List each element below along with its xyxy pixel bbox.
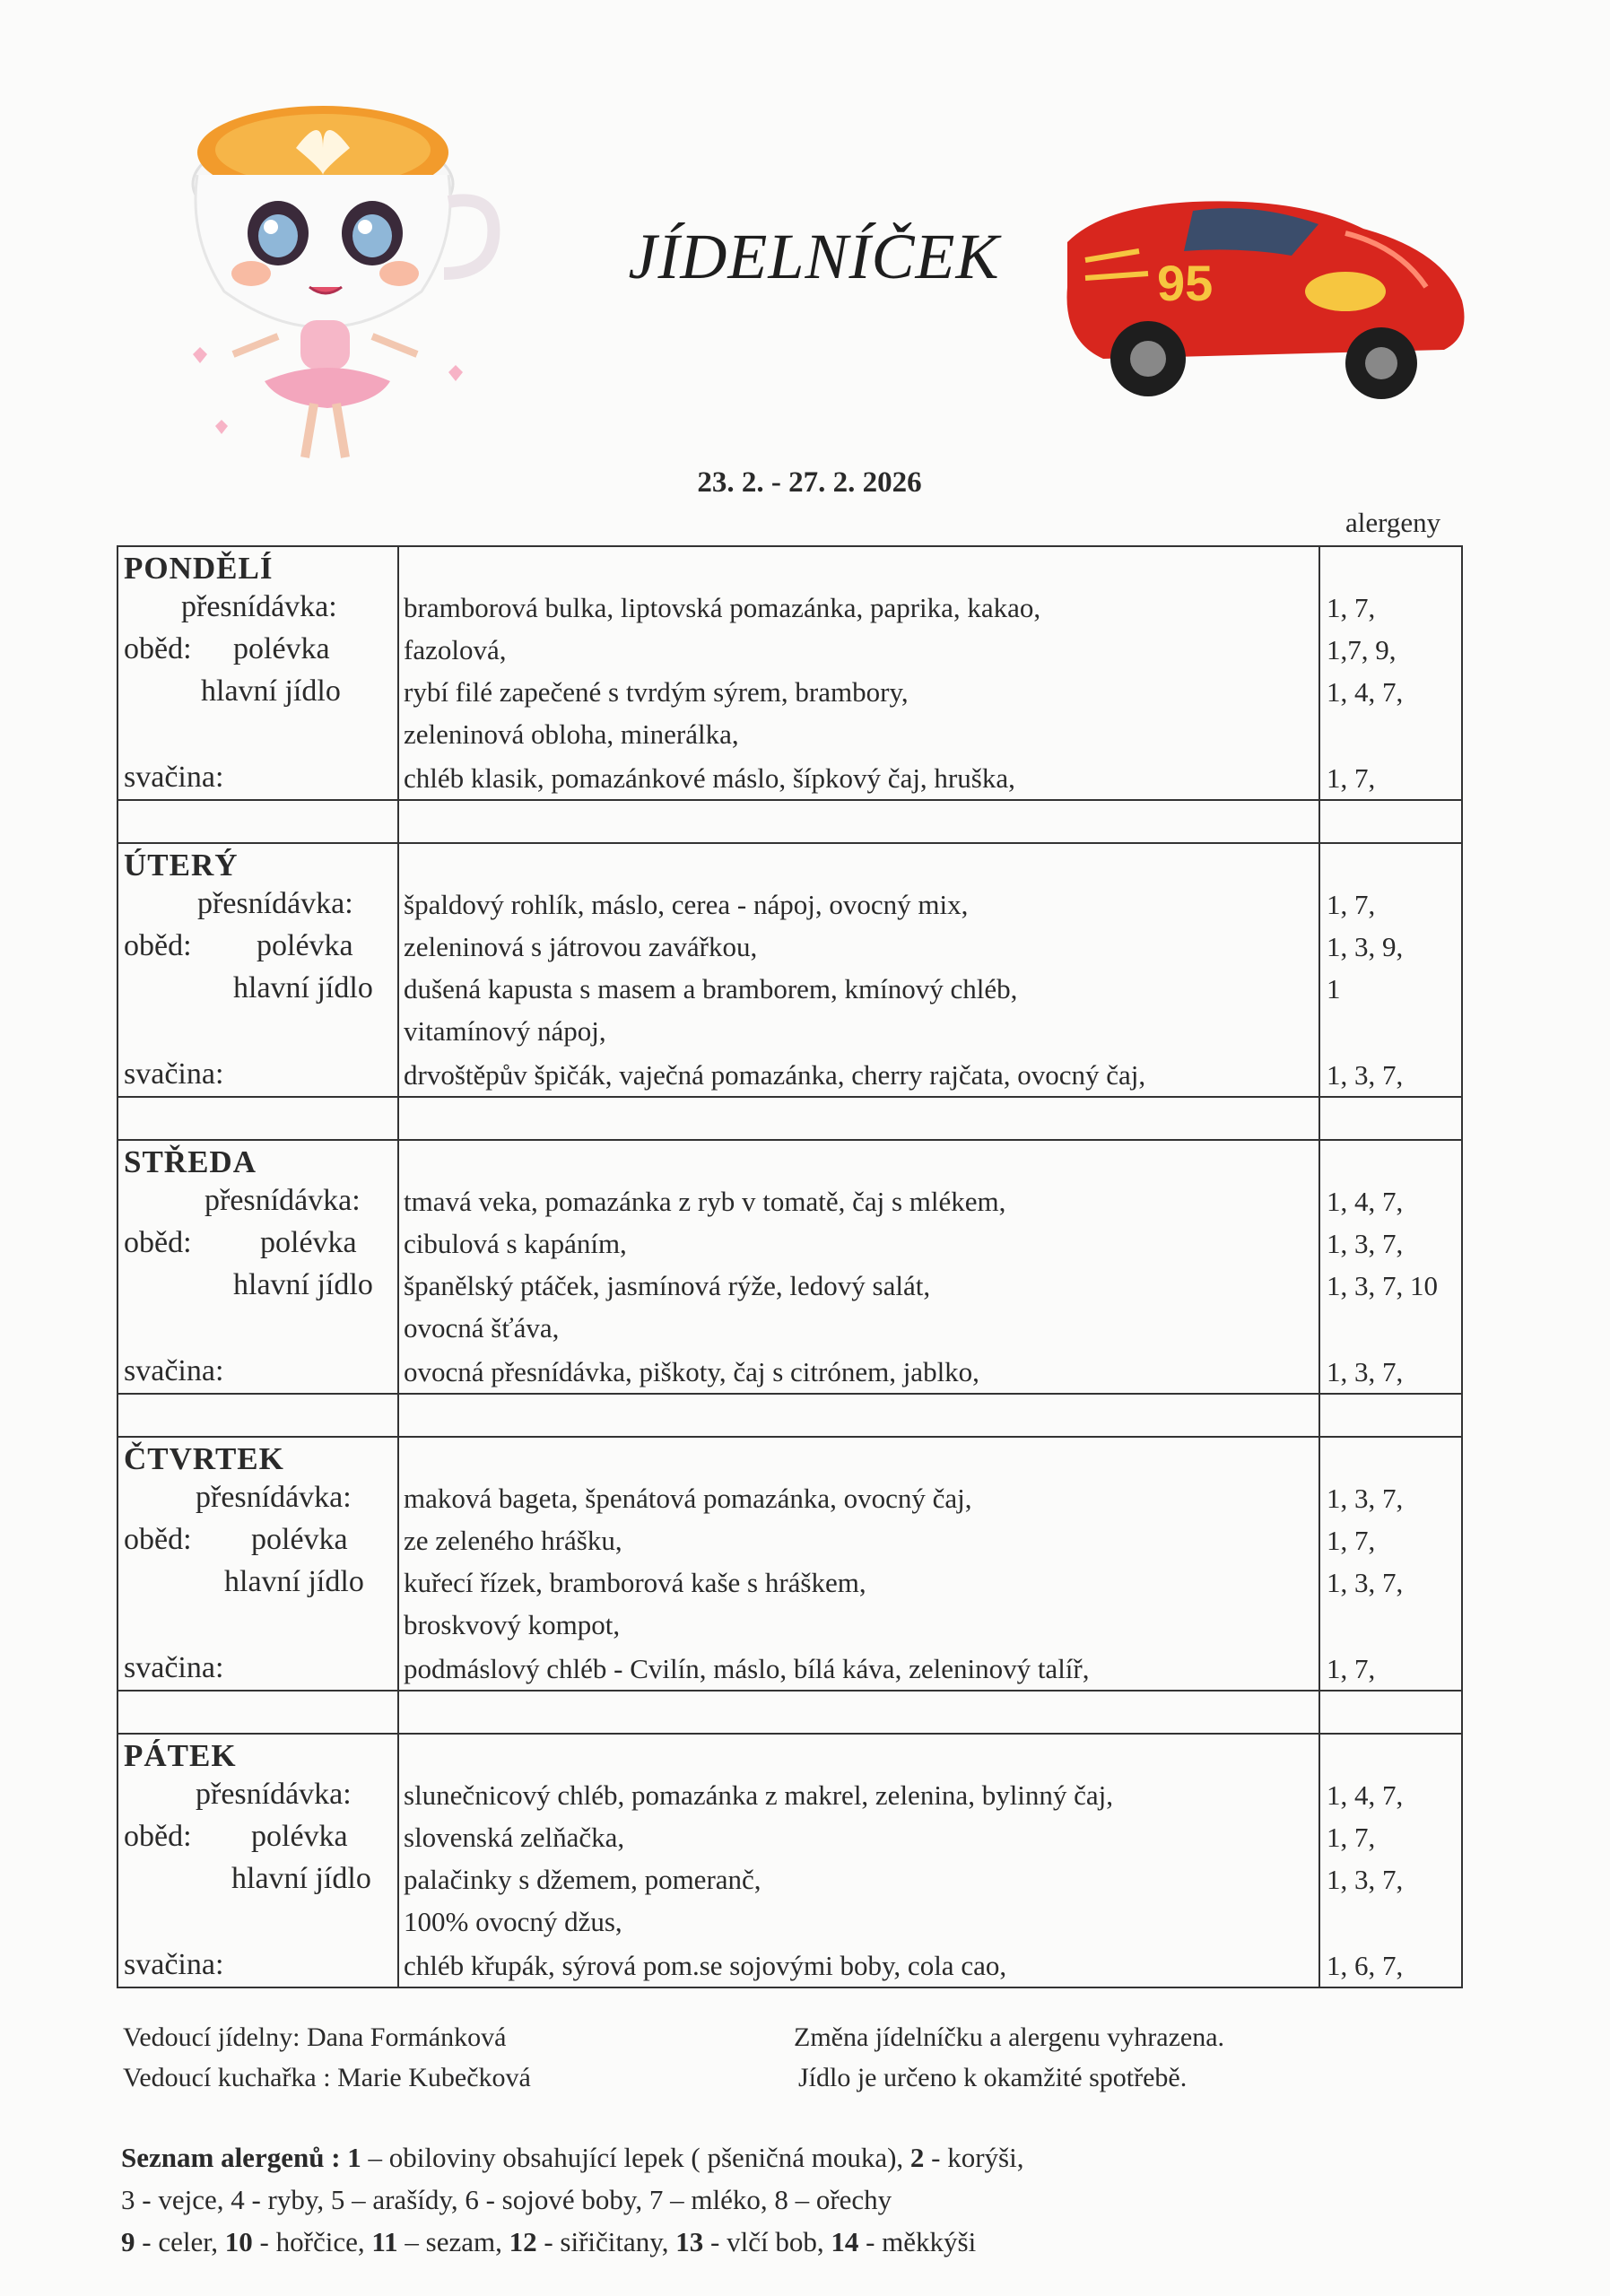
main-menu-extra: ovocná šťáva, [404, 1312, 560, 1344]
allergen-legend-line-1 [121, 2142, 1023, 2174]
day-name: PÁTEK [124, 1738, 237, 1773]
main-menu-extra: zeleninová obloha, minerálka, [404, 718, 739, 750]
spacer-row [117, 801, 1463, 842]
soup-label: polévka [233, 632, 330, 665]
day-name: PONDĚLÍ [124, 551, 274, 586]
allergens-main: 1, 4, 7, [1327, 676, 1404, 708]
snack-menu: tmavá veka, pomazánka z ryb v tomatě, čaj s mlékem, [404, 1186, 1006, 1217]
allergens-soup: 1, 3, 7, [1327, 1228, 1404, 1259]
allergens-afternoon: 1, 3, 7, [1327, 1356, 1404, 1387]
main-menu: rybí filé zapečené s tvrdým sýrem, brambory, [404, 676, 909, 708]
change-notice: Změna jídelníčku a alergenu vyhrazena. [794, 2022, 1225, 2052]
day-block-tuesday [117, 842, 1463, 1098]
consumption-notice: Jídlo je určeno k okamžité spotřebě. [798, 2063, 1188, 2092]
day-block-thursday [117, 1436, 1463, 1692]
legend-text: – obiloviny obsahující lepek ( pšeničná mouka), [361, 2142, 910, 2173]
day-block-monday [117, 545, 1463, 801]
snack-label: přesnídávka: [197, 887, 353, 920]
main-label: hlavní jídlo [233, 971, 373, 1004]
snack-label: přesnídávka: [196, 1481, 352, 1514]
legend-text: - hořčice, [252, 2226, 372, 2257]
legend-num: 1 [347, 2142, 361, 2173]
allergen-legend-line-3 [121, 2226, 976, 2258]
afternoon-label: svačina: [124, 761, 224, 794]
svg-text:95: 95 [1157, 255, 1214, 311]
soup-menu: fazolová, [404, 634, 507, 665]
lunch-label: oběd: [124, 1523, 192, 1556]
legend-num: 11 [371, 2226, 398, 2257]
soup-label: polévka [260, 1226, 357, 1259]
soup-label: polévka [257, 929, 353, 962]
main-menu-extra: vitamínový nápoj, [404, 1015, 606, 1047]
soup-menu: slovenská zelňačka, [404, 1822, 625, 1853]
day-name: STŘEDA [124, 1144, 257, 1179]
snack-menu: špaldový rohlík, máslo, cerea - nápoj, ovocný mix, [404, 889, 969, 920]
legend-num: 2 [909, 2142, 925, 2173]
main-label: hlavní jídlo [201, 674, 341, 708]
allergens-soup: 1,7, 9, [1327, 634, 1397, 665]
legend-num: 13 [675, 2226, 704, 2257]
main-label: hlavní jídlo [231, 1862, 371, 1895]
legend-num: 14 [831, 2226, 859, 2257]
legend-text: - celer, [135, 2226, 225, 2257]
date-range: 23. 2. - 27. 2. 2026 [697, 466, 922, 499]
allergens-snack: 1, 4, 7, [1327, 1779, 1404, 1811]
lunch-label: oběd: [124, 1226, 192, 1259]
soup-menu: cibulová s kapáním, [404, 1228, 627, 1259]
allergens-soup: 1, 7, [1327, 1822, 1376, 1853]
afternoon-label: svačina: [124, 1651, 224, 1684]
afternoon-label: svačina: [124, 1948, 224, 1981]
snack-menu: slunečnicový chléb, pomazánka z makrel, zelenina, bylinný čaj, [404, 1779, 1114, 1811]
soup-label: polévka [251, 1820, 348, 1853]
main-menu-extra: broskvový kompot, [404, 1609, 621, 1640]
allergens-snack: 1, 7, [1327, 592, 1376, 623]
page-title: JÍDELNÍČEK [628, 221, 1000, 292]
allergens-afternoon: 1, 7, [1327, 1653, 1376, 1684]
snack-label: přesnídávka: [181, 590, 337, 623]
main-menu: dušená kapusta s masem a bramborem, kmínový chléb, [404, 973, 1018, 1004]
afternoon-menu: chléb klasik, pomazánkové máslo, šípkový čaj, hruška, [404, 762, 1015, 794]
snack-label: přesnídávka: [196, 1778, 352, 1811]
snack-menu: maková bageta, špenátová pomazánka, ovocný čaj, [404, 1483, 972, 1514]
snack-menu: bramborová bulka, liptovská pomazánka, paprika, kakao, [404, 592, 1041, 623]
lunch-label: oběd: [124, 929, 192, 962]
allergens-snack: 1, 7, [1327, 889, 1376, 920]
afternoon-menu: drvoštěpův špičák, vaječná pomazánka, cherry rajčata, ovocný čaj, [404, 1059, 1146, 1091]
allergens-column-header: alergeny [1345, 507, 1441, 538]
legend-text: - vlčí bob, [703, 2226, 831, 2257]
legend-text: - měkkýši [858, 2226, 977, 2257]
day-block-friday [117, 1733, 1463, 1988]
head-cook: Vedoucí kuchařka : Marie Kubečková [123, 2063, 531, 2092]
allergens-main: 1, 3, 7, [1327, 1567, 1404, 1598]
afternoon-menu: chléb křupák, sýrová pom.se sojovými boby, cola cao, [404, 1950, 1007, 1981]
soup-label: polévka [251, 1523, 348, 1556]
allergens-soup: 1, 3, 9, [1327, 931, 1404, 962]
day-name: ČTVRTEK [124, 1441, 284, 1476]
main-label: hlavní jídlo [224, 1565, 364, 1598]
afternoon-menu: ovocná přesnídávka, piškoty, čaj s citrónem, jablko, [404, 1356, 979, 1387]
lunch-label: oběd: [124, 1820, 192, 1853]
soup-menu: zeleninová s játrovou zavářkou, [404, 931, 758, 962]
allergens-afternoon: 1, 6, 7, [1327, 1950, 1404, 1981]
allergens-afternoon: 1, 7, [1327, 762, 1376, 794]
afternoon-menu: podmáslový chléb - Cvilín, máslo, bílá káva, zeleninový talíř, [404, 1653, 1090, 1684]
legend-text: - siřičitany, [536, 2226, 676, 2257]
day-name: ÚTERÝ [124, 848, 239, 883]
lunch-label: oběd: [124, 632, 192, 665]
legend-text: – sezam, [397, 2226, 509, 2257]
allergen-legend-line-2: 3 - vejce, 4 - ryby, 5 – arašídy, 6 - sojové boby, 7 – mléko, 8 – ořechy [121, 2184, 892, 2215]
main-menu-extra: 100% ovocný džus, [404, 1906, 622, 1937]
snack-label: přesnídávka: [205, 1184, 361, 1217]
race-car-illustration [1049, 179, 1480, 413]
main-label: hlavní jídlo [233, 1268, 373, 1301]
main-menu: palačinky s džemem, pomeranč, [404, 1864, 761, 1895]
day-block-wednesday [117, 1139, 1463, 1395]
legend-num: 9 [121, 2226, 135, 2257]
canteen-manager: Vedoucí jídelny: Dana Formánková [123, 2022, 507, 2052]
allergens-snack: 1, 4, 7, [1327, 1186, 1404, 1217]
spacer-row [117, 1098, 1463, 1139]
afternoon-label: svačina: [124, 1057, 224, 1091]
afternoon-label: svačina: [124, 1354, 224, 1387]
main-menu: španělský ptáček, jasmínová rýže, ledový salát, [404, 1270, 931, 1301]
legend-title: Seznam alergenů : [121, 2142, 341, 2173]
spacer-row [117, 1395, 1463, 1436]
legend-text: - korýši, [924, 2142, 1024, 2173]
soup-menu: ze zeleného hrášku, [404, 1525, 622, 1556]
allergens-afternoon: 1, 3, 7, [1327, 1059, 1404, 1091]
allergens-main: 1, 3, 7, 10 [1327, 1270, 1438, 1301]
main-menu: kuřecí řízek, bramborová kaše s hráškem, [404, 1567, 866, 1598]
allergens-soup: 1, 7, [1327, 1525, 1376, 1556]
allergens-main: 1, 3, 7, [1327, 1864, 1404, 1895]
spacer-row [117, 1692, 1463, 1733]
legend-num: 12 [509, 2226, 537, 2257]
legend-num: 10 [224, 2226, 253, 2257]
allergens-snack: 1, 3, 7, [1327, 1483, 1404, 1514]
allergens-main: 1 [1327, 973, 1341, 1004]
